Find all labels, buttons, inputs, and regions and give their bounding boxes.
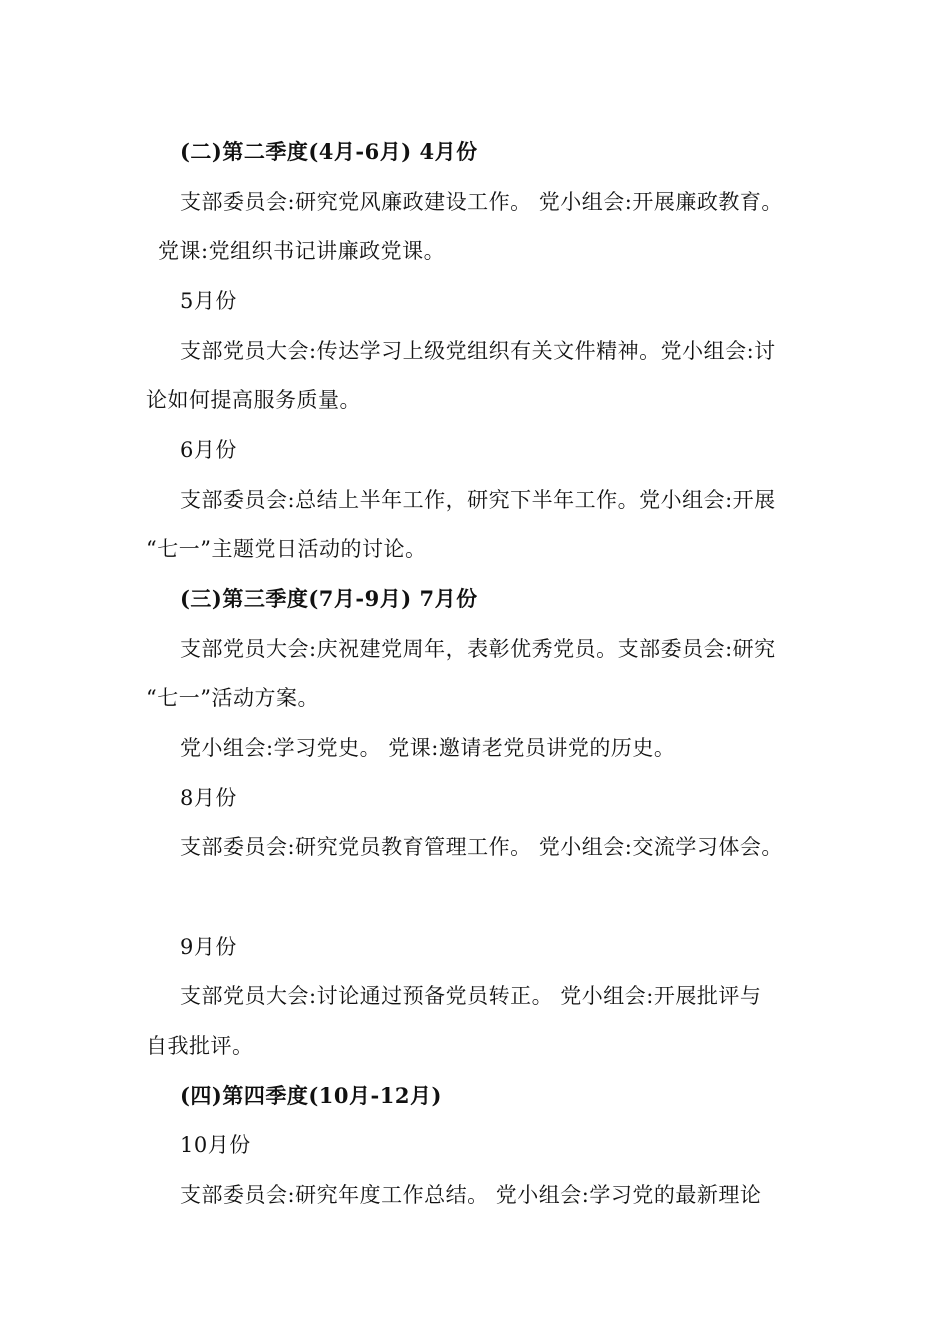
paragraph-line: 党课:党组织书记讲廉政党课。 — [158, 239, 446, 263]
paragraph-line: 自我批评。 — [146, 1034, 254, 1058]
paragraph-line: “七一”主题党日活动的讨论。 — [146, 537, 427, 561]
paragraph-line: 支部党员大会:传达学习上级党组织有关文件精神。党小组会:讨 — [180, 339, 776, 363]
month-label: 8月份 — [180, 786, 237, 810]
section-heading-q2: (二)第二季度(4月-6月) 4月份 — [180, 139, 478, 164]
section-heading-q4: (四)第四季度(10月-12月) — [180, 1083, 442, 1108]
paragraph-line: 支部党员大会:庆祝建党周年，表彰优秀党员。支部委员会:研究 — [180, 637, 776, 661]
month-label: 5月份 — [180, 289, 237, 313]
paragraph-line: 支部委员会:研究党员教育管理工作。 党小组会:交流学习体会。 — [180, 835, 783, 859]
paragraph-line: 论如何提高服务质量。 — [146, 388, 361, 412]
paragraph-line: 支部委员会:总结上半年工作，研究下半年工作。党小组会:开展 — [180, 488, 776, 512]
month-label: 6月份 — [180, 438, 237, 462]
paragraph-line: 支部委员会:研究年度工作总结。 党小组会:学习党的最新理论 — [180, 1183, 762, 1207]
month-label: 9月份 — [180, 935, 237, 959]
month-label: 10月份 — [180, 1133, 251, 1157]
paragraph-line: 支部委员会:研究党风廉政建设工作。 党小组会:开展廉政教育。 — [180, 190, 783, 214]
paragraph-line: “七一”活动方案。 — [146, 686, 319, 710]
section-heading-q3: (三)第三季度(7月-9月) 7月份 — [180, 586, 478, 611]
paragraph-line: 支部党员大会:讨论通过预备党员转正。 党小组会:开展批评与 — [180, 984, 762, 1008]
paragraph-line: 党小组会:学习党史。 党课:邀请老党员讲党的历史。 — [180, 736, 676, 760]
